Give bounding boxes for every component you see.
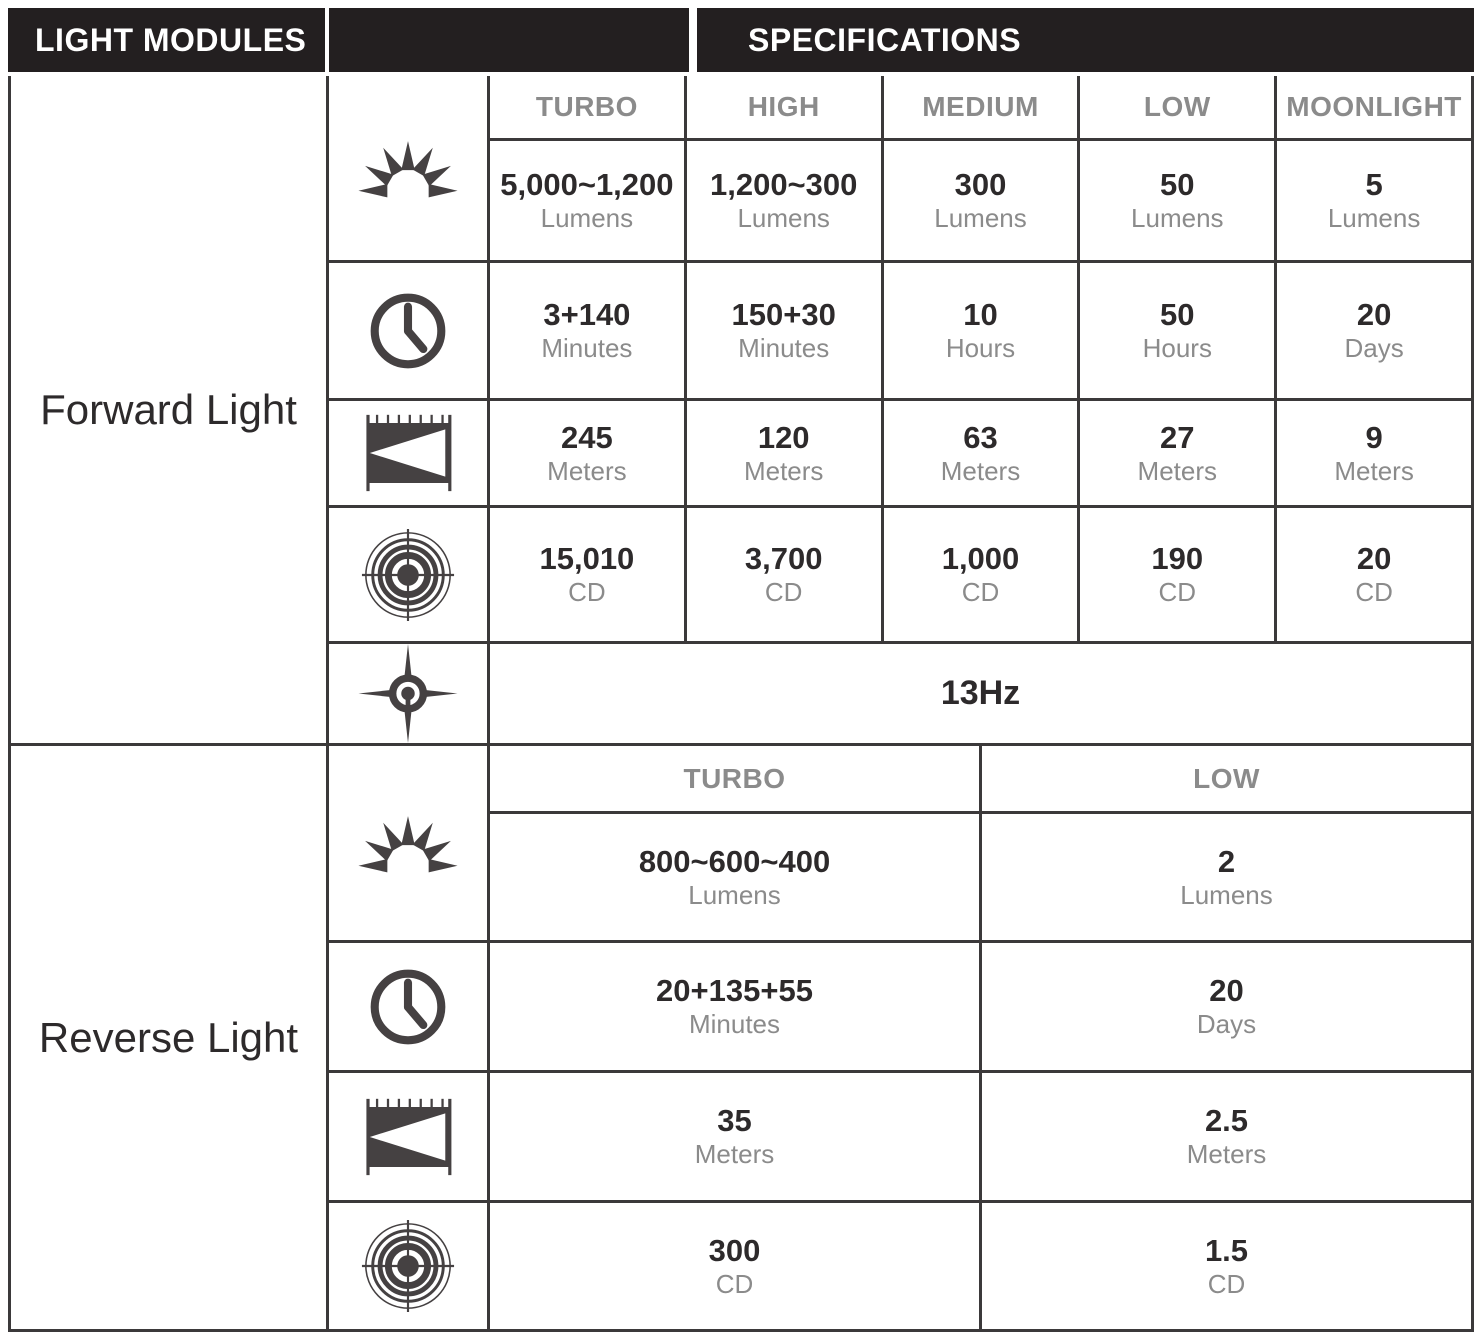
reverse-light-label	[11, 746, 326, 1329]
forward-distance-icon-cell	[329, 401, 487, 505]
target-icon	[359, 1217, 457, 1315]
spec-unit: CD	[961, 577, 1000, 607]
spec-value: 20	[1356, 297, 1392, 332]
spec-value: 50	[1160, 297, 1195, 332]
forward-intensity-medium	[884, 508, 1078, 641]
spec-unit: CD	[764, 577, 803, 607]
forward-brightness-low	[1080, 141, 1274, 260]
header-spacer-box	[329, 8, 689, 72]
reverse-runtime-turbo	[490, 943, 979, 1070]
forward-brightness-moonlight	[1277, 141, 1471, 260]
spec-unit: Hours	[1142, 333, 1212, 363]
forward-runtime-turbo	[490, 263, 684, 398]
reverse-brightness-turbo	[490, 814, 979, 940]
spec-unit: Lumens	[737, 203, 830, 233]
forward-runtime-low	[1080, 263, 1274, 398]
spec-value: 35	[717, 1103, 752, 1138]
spec-unit: CD	[1158, 577, 1197, 607]
forward-mode-header-high: HIGH	[687, 76, 881, 138]
reverse-intensity-icon-cell	[329, 1203, 487, 1329]
spec-unit: CD	[715, 1268, 754, 1299]
spec-unit: Meters	[940, 455, 1021, 486]
spec-unit: CD	[1207, 1268, 1246, 1299]
forward-distance-low	[1080, 401, 1274, 505]
spec-value: 50	[1160, 167, 1195, 202]
reverse-brightness-low	[982, 814, 1471, 940]
spec-unit: Meters	[1334, 455, 1414, 486]
forward-intensity-icon-cell	[329, 508, 487, 641]
spec-grid	[8, 76, 1474, 1332]
forward-runtime-medium	[884, 263, 1078, 398]
sun-rays-icon	[356, 811, 460, 875]
spec-value: 245	[561, 419, 613, 455]
forward-brightness-high	[687, 141, 881, 260]
spec-value: 190	[1151, 541, 1204, 576]
forward-runtime-icon-cell	[329, 263, 487, 398]
strobe-flash-icon	[358, 644, 458, 743]
forward-distance-high	[687, 401, 881, 505]
spec-unit: Days	[1344, 333, 1404, 363]
spec-value: 1.5	[1204, 1232, 1249, 1268]
spec-unit: Meters	[547, 455, 627, 486]
target-icon	[359, 526, 457, 624]
spec-value: 300	[708, 1232, 761, 1268]
forward-mode-header-low: LOW	[1080, 76, 1274, 138]
spec-unit: Lumens	[1131, 203, 1224, 233]
specifications-header	[697, 8, 1474, 72]
forward-brightness-turbo	[490, 141, 684, 260]
spec-unit: Meters	[1137, 455, 1218, 486]
forward-light-label	[11, 76, 326, 743]
spec-value: 2.5	[1204, 1103, 1249, 1138]
clock-icon	[363, 962, 453, 1052]
reverse-intensity-low	[982, 1203, 1471, 1329]
spec-unit: Lumens	[688, 879, 781, 910]
reverse-distance-turbo	[490, 1073, 979, 1200]
spec-value: 27	[1160, 419, 1195, 455]
spec-value: 5	[1365, 167, 1383, 202]
spec-unit: Hours	[945, 333, 1016, 363]
forward-distance-moonlight	[1277, 401, 1471, 505]
spec-value: 10	[963, 297, 998, 332]
forward-intensity-moonlight	[1277, 508, 1471, 641]
reverse-mode-header-low: LOW	[982, 746, 1471, 811]
spec-unit: Minutes	[738, 333, 830, 363]
reverse-intensity-turbo	[490, 1203, 979, 1329]
spec-value: 1,000	[941, 541, 1020, 576]
strobe-frequency: 13Hz	[940, 674, 1021, 712]
forward-strobe-cell	[490, 644, 1471, 743]
forward-intensity-low	[1080, 508, 1274, 641]
spec-value: 800~600~400	[638, 843, 831, 879]
reverse-mode-header-turbo: TURBO	[490, 746, 979, 811]
forward-strobe-icon-cell	[329, 644, 487, 743]
spec-value: 20	[1209, 973, 1244, 1008]
spec-value: 300	[954, 167, 1007, 202]
forward-mode-header-medium: MEDIUM	[884, 76, 1078, 138]
forward-distance-medium	[884, 401, 1078, 505]
forward-mode-header-moonlight: MOONLIGHT	[1277, 76, 1471, 138]
forward-light-text: Forward Light	[40, 385, 297, 433]
forward-intensity-turbo	[490, 508, 684, 641]
spec-unit: Lumens	[934, 203, 1027, 233]
spec-unit: Lumens	[1327, 203, 1421, 233]
forward-brightness-icon-cell	[329, 76, 487, 260]
light-modules-header	[8, 8, 325, 72]
reverse-distance-icon-cell	[329, 1073, 487, 1200]
specifications-title: SPECIFICATIONS	[748, 21, 1022, 58]
forward-distance-turbo	[490, 401, 684, 505]
beam-distance-icon	[358, 411, 458, 495]
spec-value: 63	[963, 419, 998, 455]
spec-value: 1,200~300	[709, 167, 858, 202]
spec-unit: Minutes	[688, 1009, 781, 1039]
spec-unit: Meters	[1186, 1139, 1267, 1169]
table-header-band	[8, 8, 1474, 72]
spec-unit: Meters	[743, 455, 824, 486]
spec-value: 15,010	[539, 541, 635, 576]
spec-value: 3+140	[543, 297, 631, 332]
forward-runtime-high	[687, 263, 881, 398]
spec-value: 9	[1365, 419, 1383, 455]
spec-value: 20+135+55	[656, 973, 813, 1008]
spec-value: 150+30	[731, 297, 836, 332]
reverse-runtime-icon-cell	[329, 943, 487, 1070]
reverse-light-text: Reverse Light	[38, 1013, 299, 1061]
spec-unit: Lumens	[540, 203, 634, 233]
beam-distance-icon	[358, 1095, 458, 1179]
forward-runtime-moonlight	[1277, 263, 1471, 398]
spec-unit: CD	[1355, 577, 1393, 607]
spec-value: 2	[1217, 843, 1236, 879]
sun-rays-icon	[356, 136, 460, 200]
spec-value: 20	[1356, 541, 1392, 576]
reverse-distance-low	[982, 1073, 1471, 1200]
spec-unit: Days	[1196, 1009, 1257, 1039]
light-modules-title: LIGHT MODULES	[35, 21, 307, 58]
reverse-brightness-icon-cell	[329, 746, 487, 940]
spec-table	[8, 8, 1474, 1332]
reverse-runtime-low	[982, 943, 1471, 1070]
spec-unit: Minutes	[541, 333, 633, 363]
spec-unit: CD	[568, 577, 606, 607]
forward-brightness-medium	[884, 141, 1078, 260]
spec-value: 120	[757, 419, 810, 455]
spec-value: 5,000~1,200	[500, 167, 674, 202]
spec-unit: Meters	[694, 1139, 775, 1169]
spec-unit: Lumens	[1180, 879, 1273, 910]
forward-intensity-high	[687, 508, 881, 641]
spec-value: 3,700	[744, 541, 823, 576]
clock-icon	[363, 286, 453, 376]
forward-mode-header-turbo: TURBO	[490, 76, 684, 138]
